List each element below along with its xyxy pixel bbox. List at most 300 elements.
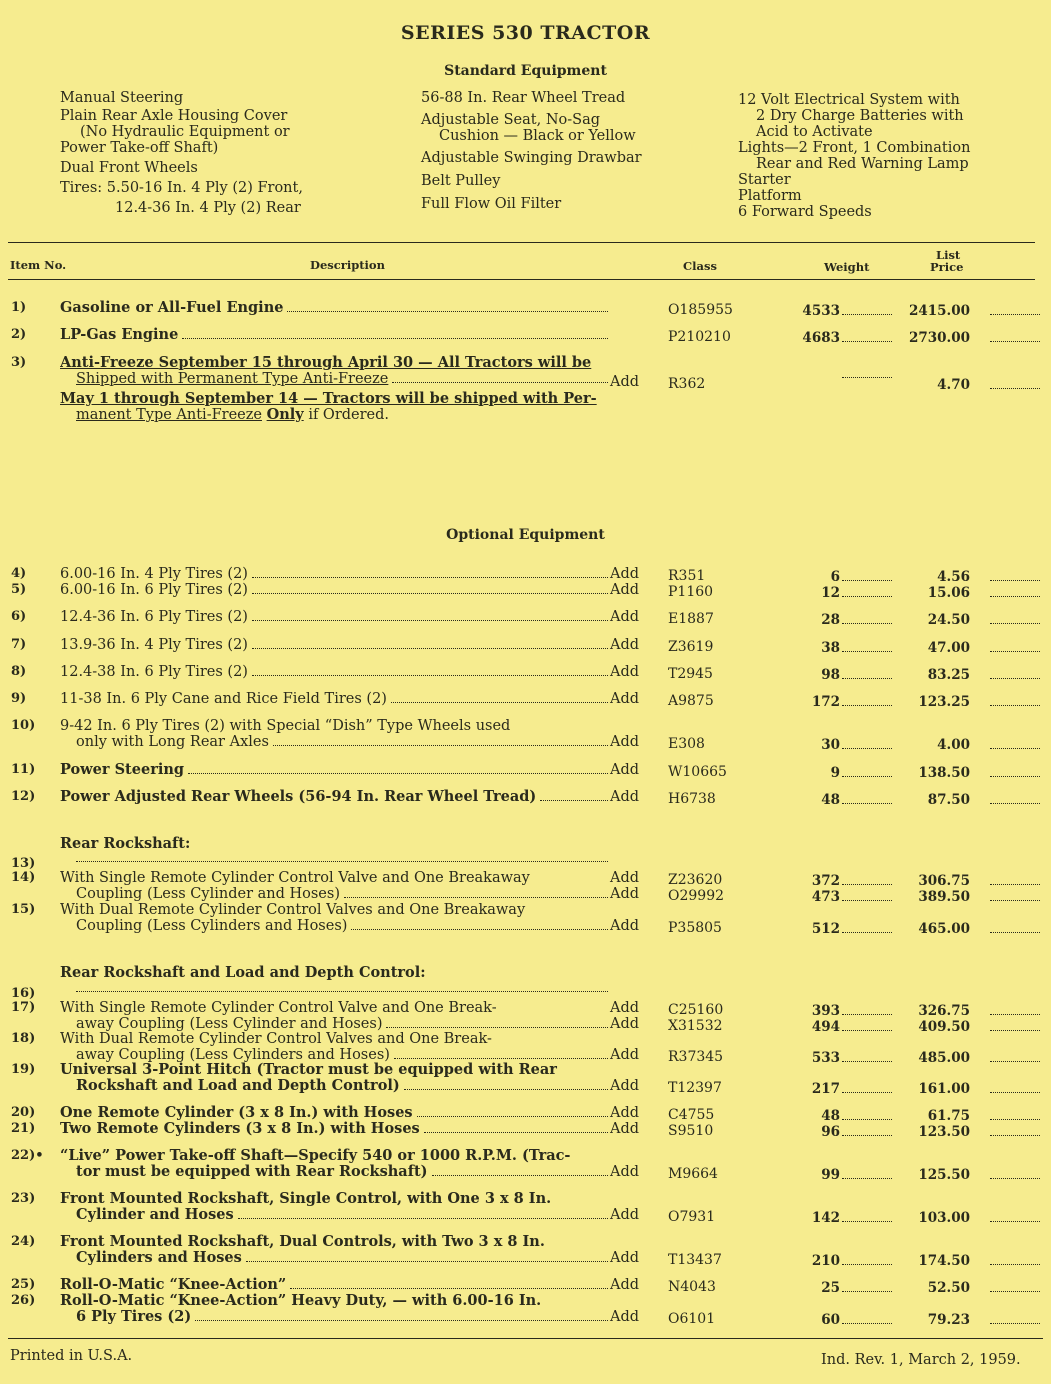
desc-line-1: Anti-Freeze September 15 through April 30 — All Tractors will be xyxy=(60,355,592,371)
leader-dots xyxy=(351,929,608,930)
order-blank xyxy=(990,569,1040,581)
rockshaft-heading: Rear Rockshaft: xyxy=(60,835,191,852)
item-row xyxy=(0,789,1051,827)
std-line: Acid to Activate xyxy=(756,124,873,140)
item-number: 19) xyxy=(11,1062,36,1077)
leader-dots xyxy=(76,991,608,992)
leader-dots xyxy=(842,1119,892,1120)
desc-line-2-text: Coupling (Less Cylinders and Hoses) xyxy=(76,918,348,934)
desc-line-4-a: manent Type Anti-Freeze xyxy=(76,407,262,423)
item-weight-value: 393 xyxy=(811,1003,840,1019)
col-item-no: Item No. xyxy=(10,258,67,272)
desc-line-1: “Live” Power Take-off Shaft—Specify 540 or 1000 R.P.M. (Trac- xyxy=(60,1148,571,1164)
add-label: Add xyxy=(610,1000,640,1016)
desc-line-4-c: if Ordered. xyxy=(308,407,390,423)
footer-rule xyxy=(8,1338,1043,1339)
leader-dots xyxy=(540,800,608,801)
item-class: Z3619 xyxy=(668,639,714,655)
order-blank xyxy=(990,1280,1040,1292)
leader-dots xyxy=(252,675,608,676)
item-weight xyxy=(770,1210,892,1226)
item-description xyxy=(60,1234,610,1266)
item-class: O185955 xyxy=(668,302,733,318)
std-line: Plain Rear Axle Housing Cover xyxy=(60,108,288,124)
item-weight-value: 494 xyxy=(811,1019,840,1035)
add-label: Add xyxy=(610,1016,640,1032)
desc-line-2 xyxy=(60,1047,610,1063)
desc-line-2 xyxy=(60,1016,610,1032)
desc-line-1 xyxy=(60,327,610,343)
item-price: 123.50 xyxy=(918,1124,970,1140)
item-number: 12) xyxy=(11,789,36,804)
item-class: Z23620 xyxy=(668,872,723,888)
item-weight xyxy=(770,585,892,601)
item-row-antifreeze xyxy=(0,355,1051,435)
leader-dots xyxy=(842,1092,892,1093)
desc-line-2-text: tor must be equipped with Rear Rockshaft) xyxy=(76,1164,428,1180)
std-line: Rear and Red Warning Lamp xyxy=(756,156,969,172)
order-blank xyxy=(990,1312,1040,1324)
item-weight-value: 172 xyxy=(811,694,840,710)
add-label: Add xyxy=(610,1309,640,1325)
add-label: Add xyxy=(610,762,640,778)
add-label: Add xyxy=(610,609,640,625)
add-label: Add xyxy=(610,789,640,805)
item-weight-value: 533 xyxy=(811,1050,840,1066)
leader-dots xyxy=(842,1323,892,1324)
desc-line-1-text: 11-38 In. 6 Ply Cane and Rice Field Tires (2) xyxy=(60,691,387,707)
leader-dots xyxy=(842,596,892,597)
desc-line-2-text: 6 Ply Tires (2) xyxy=(76,1309,192,1325)
desc-line-1 xyxy=(60,300,610,316)
desc-line-2 xyxy=(60,1207,610,1223)
item-weight xyxy=(770,792,892,808)
item-weight-value: 25 xyxy=(821,1280,840,1296)
footer-printed: Printed in U.S.A. xyxy=(10,1348,133,1364)
item-class: S9510 xyxy=(668,1123,714,1139)
desc-line-2 xyxy=(60,371,610,387)
order-blank xyxy=(990,1167,1040,1179)
desc-line-1: 9-42 In. 6 Ply Tires (2) with Special “Dish” Type Wheels used xyxy=(60,718,511,734)
item-price: 174.50 xyxy=(918,1253,970,1269)
item-description xyxy=(60,789,610,805)
order-blank xyxy=(990,1019,1040,1031)
leader-dots xyxy=(842,651,892,652)
add-label: Add xyxy=(610,1164,640,1180)
desc-line-2 xyxy=(60,1078,610,1094)
item-number: 20) xyxy=(11,1105,36,1120)
item-description xyxy=(60,984,610,995)
desc-line-1 xyxy=(60,789,610,805)
desc-line-1-text: Gasoline or All-Fuel Engine xyxy=(60,300,284,316)
item-weight-value: 6 xyxy=(830,569,840,585)
item-weight-value: 473 xyxy=(811,889,840,905)
item-weight xyxy=(770,1312,892,1328)
desc-line-2-text: away Coupling (Less Cylinder and Hoses) xyxy=(76,1016,383,1032)
desc-line-1: Front Mounted Rockshaft, Single Control, with One 3 x 8 In. xyxy=(60,1191,552,1207)
item-description xyxy=(60,902,610,934)
desc-line-1 xyxy=(60,762,610,778)
desc-line-2 xyxy=(60,1309,610,1325)
item-description xyxy=(60,1105,610,1121)
leader-dots xyxy=(842,803,892,804)
item-number: 25) xyxy=(11,1277,36,1292)
desc-line-2-text: Rockshaft and Load and Depth Control) xyxy=(76,1078,400,1094)
item-row xyxy=(0,1148,1051,1186)
desc-line-1: With Dual Remote Cylinder Control Valves and One Break- xyxy=(60,1031,492,1047)
item-weight-value: 99 xyxy=(821,1167,840,1183)
desc-line-2-text: Cylinders and Hoses xyxy=(76,1250,242,1266)
item-number: 8) xyxy=(11,664,27,679)
std-line: 56-88 In. Rear Wheel Tread xyxy=(421,90,626,106)
header-top-rule xyxy=(8,242,1035,243)
col-class: Class xyxy=(683,259,717,273)
item-row xyxy=(0,718,1051,756)
item-weight-value: 48 xyxy=(821,792,840,808)
leader-dots xyxy=(842,1178,892,1179)
item-weight xyxy=(770,1124,892,1140)
std-line: (No Hydraulic Equipment or xyxy=(80,124,290,140)
desc-line-1 xyxy=(60,1277,610,1293)
leader-dots xyxy=(246,1261,608,1262)
item-weight xyxy=(770,921,892,937)
item-price: 123.25 xyxy=(918,694,970,710)
item-price: 4.70 xyxy=(937,377,970,393)
item-number: 22)• xyxy=(11,1148,44,1163)
leader-dots xyxy=(76,861,608,862)
std-line: Lights—2 Front, 1 Combination xyxy=(738,140,971,156)
std-line: 6 Forward Speeds xyxy=(738,204,872,220)
add-label: Add xyxy=(610,870,640,886)
item-description xyxy=(60,1191,610,1223)
leader-dots xyxy=(252,648,608,649)
item-price: 389.50 xyxy=(918,889,970,905)
item-number: 4) xyxy=(11,566,27,581)
item-weight xyxy=(770,612,892,628)
leader-dots xyxy=(842,1221,892,1222)
col-list-price xyxy=(930,248,964,274)
std-line: Adjustable Seat, No-Sag xyxy=(421,112,600,128)
leader-dots xyxy=(417,1116,608,1117)
std-line: Manual Steering xyxy=(60,90,184,106)
item-weight xyxy=(770,640,892,656)
order-blank xyxy=(990,1108,1040,1120)
leader-dots xyxy=(424,1132,608,1133)
desc-line-2-text: only with Long Rear Axles xyxy=(76,734,269,750)
add-label: Add xyxy=(610,1207,640,1223)
desc-line-2-text: Cylinder and Hoses xyxy=(76,1207,234,1223)
desc-line-1 xyxy=(60,861,610,865)
load-depth-heading: Rear Rockshaft and Load and Depth Control: xyxy=(60,964,426,981)
item-weight xyxy=(770,765,892,781)
order-blank xyxy=(990,1210,1040,1222)
item-number: 3) xyxy=(11,355,27,370)
desc-line-1-text: Two Remote Cylinders (3 x 8 In.) with Hoses xyxy=(60,1121,420,1137)
page-title: SERIES 530 TRACTOR xyxy=(400,22,651,44)
desc-line-1 xyxy=(60,609,610,625)
item-price: 52.50 xyxy=(927,1280,970,1296)
item-class: T2945 xyxy=(668,666,713,682)
order-blank xyxy=(990,765,1040,777)
item-description xyxy=(60,870,610,902)
std-line: Tires: 5.50-16 In. 4 Ply (2) Front, xyxy=(60,180,303,196)
leader-dots xyxy=(842,932,892,933)
order-blank xyxy=(990,889,1040,901)
item-description xyxy=(60,637,610,653)
order-blank xyxy=(990,303,1040,315)
item-number: 9) xyxy=(11,691,27,706)
item-class: P35805 xyxy=(668,920,722,936)
item-weight xyxy=(770,303,892,319)
item-weight xyxy=(770,330,892,346)
order-blank xyxy=(990,792,1040,804)
item-price: 61.75 xyxy=(927,1108,970,1124)
desc-line-1: With Dual Remote Cylinder Control Valves and One Breakaway xyxy=(60,902,526,918)
item-number: 1) xyxy=(11,300,27,315)
leader-dots xyxy=(842,377,892,378)
leader-dots xyxy=(842,900,892,901)
add-label: Add xyxy=(610,1047,640,1063)
leader-dots xyxy=(842,678,892,679)
item-class: M9664 xyxy=(668,1166,718,1182)
item-number: 24) xyxy=(11,1234,36,1249)
standard-col-1 xyxy=(60,90,303,216)
desc-line-1-text: 13.9-36 In. 4 Ply Tires (2) xyxy=(60,637,248,653)
item-weight xyxy=(770,377,892,381)
item-description xyxy=(60,718,610,750)
std-line: Starter xyxy=(738,172,791,188)
item-weight-value: 9 xyxy=(830,765,840,781)
add-label: Add xyxy=(610,582,640,598)
item-weight-value: 60 xyxy=(821,1312,840,1328)
desc-line-2 xyxy=(60,1164,610,1180)
leader-dots xyxy=(842,1264,892,1265)
optional-equipment-heading: Optional Equipment xyxy=(446,527,605,543)
desc-line-1 xyxy=(60,582,610,598)
item-number: 26) xyxy=(11,1293,36,1308)
item-class: T12397 xyxy=(668,1080,722,1096)
desc-line-1-text: LP-Gas Engine xyxy=(60,327,179,343)
leader-dots xyxy=(273,745,608,746)
desc-line-1-text: Power Steering xyxy=(60,762,185,778)
item-price: 47.00 xyxy=(927,640,970,656)
item-price: 485.00 xyxy=(918,1050,970,1066)
item-description xyxy=(60,1062,610,1094)
item-class: R37345 xyxy=(668,1049,724,1065)
item-class: E1887 xyxy=(668,611,714,627)
item-weight-value: 217 xyxy=(811,1081,840,1097)
item-row xyxy=(0,1062,1051,1100)
item-weight-value: 38 xyxy=(821,640,840,656)
item-description xyxy=(60,691,610,707)
col-list-price-2: Price xyxy=(930,260,964,274)
item-description xyxy=(60,1148,610,1180)
item-weight-value: 12 xyxy=(821,585,840,601)
col-description: Description xyxy=(310,258,385,272)
leader-dots xyxy=(394,1058,608,1059)
item-price: 15.06 xyxy=(927,585,970,601)
item-weight-value: 48 xyxy=(821,1108,840,1124)
item-weight-value: 28 xyxy=(821,612,840,628)
item-class: C4755 xyxy=(668,1107,715,1123)
std-line: Power Take-off Shaft) xyxy=(60,140,219,156)
desc-line-1 xyxy=(60,1121,610,1137)
item-weight xyxy=(770,694,892,710)
desc-line-1-text: Roll-O-Matic “Knee-Action” xyxy=(60,1277,287,1293)
order-blank xyxy=(990,1050,1040,1062)
add-label: Add xyxy=(610,566,640,582)
desc-line-1-text: 12.4-38 In. 6 Ply Tires (2) xyxy=(60,664,248,680)
leader-dots xyxy=(252,620,608,621)
item-number: 15) xyxy=(11,902,36,917)
std-line: Belt Pulley xyxy=(421,173,501,189)
item-row xyxy=(0,1293,1051,1331)
item-number: 16) xyxy=(11,986,36,1001)
std-line: Full Flow Oil Filter xyxy=(421,196,562,212)
order-blank xyxy=(990,377,1040,389)
order-blank xyxy=(990,330,1040,342)
item-weight-value: 98 xyxy=(821,667,840,683)
item-weight xyxy=(770,1253,892,1269)
order-blank xyxy=(990,1253,1040,1265)
item-description xyxy=(60,1121,610,1137)
leader-dots xyxy=(432,1175,609,1176)
leader-dots xyxy=(287,311,608,312)
col-list-price-1: List xyxy=(936,248,961,262)
standard-col-2 xyxy=(421,90,642,212)
leader-dots xyxy=(842,341,892,342)
item-number: 23) xyxy=(11,1191,36,1206)
add-label: Add xyxy=(610,1105,640,1121)
item-row xyxy=(0,1234,1051,1272)
item-price: 79.23 xyxy=(927,1312,970,1328)
std-line: Platform xyxy=(738,188,802,204)
item-class: P1160 xyxy=(668,584,714,600)
add-label: Add xyxy=(610,1250,640,1266)
order-blank xyxy=(990,1124,1040,1136)
std-line: 2 Dry Charge Batteries with xyxy=(756,108,964,124)
item-weight-value: 210 xyxy=(811,1253,840,1269)
desc-line-1: With Single Remote Cylinder Control Valve and One Breakaway xyxy=(60,870,530,886)
desc-line-1: Roll-O-Matic “Knee-Action” Heavy Duty, — with 6.00-16 In. xyxy=(60,1293,542,1309)
item-class: O7931 xyxy=(668,1209,716,1225)
item-number: 2) xyxy=(11,327,27,342)
add-label: Add xyxy=(610,691,640,707)
add-label: Add xyxy=(610,1121,640,1137)
desc-line-1 xyxy=(60,566,610,582)
std-line: 12 Volt Electrical System with xyxy=(738,92,960,108)
item-row xyxy=(0,1191,1051,1229)
item-price: 409.50 xyxy=(918,1019,970,1035)
item-weight xyxy=(770,1081,892,1097)
desc-line-2-text: Shipped with Permanent Type Anti-Freeze xyxy=(76,371,389,387)
leader-dots xyxy=(188,773,608,774)
add-label: Add xyxy=(610,734,640,750)
leader-dots xyxy=(842,1135,892,1136)
item-price: 161.00 xyxy=(918,1081,970,1097)
add-label: Add xyxy=(610,664,640,680)
item-price: 24.50 xyxy=(927,612,970,628)
leader-dots xyxy=(290,1288,608,1289)
order-blank xyxy=(990,667,1040,679)
order-blank xyxy=(990,921,1040,933)
desc-line-1-text: 6.00-16 In. 6 Ply Tires (2) xyxy=(60,582,248,598)
leader-dots xyxy=(404,1089,608,1090)
item-description xyxy=(60,762,610,778)
item-weight-value: 4533 xyxy=(802,303,840,319)
desc-line-1 xyxy=(60,1105,610,1121)
leader-dots xyxy=(182,338,608,339)
item-description xyxy=(60,609,610,625)
item-price: 326.75 xyxy=(918,1003,970,1019)
item-number: 18) xyxy=(11,1031,36,1046)
item-description xyxy=(60,327,610,343)
order-blank xyxy=(990,1081,1040,1093)
desc-line-2 xyxy=(60,918,610,934)
item-number: 14) xyxy=(11,870,36,885)
item-row xyxy=(0,902,1051,940)
item-weight xyxy=(770,667,892,683)
desc-line-1 xyxy=(60,691,610,707)
standard-col-3 xyxy=(738,92,970,220)
desc-line-1-text: 6.00-16 In. 4 Ply Tires (2) xyxy=(60,566,248,582)
leader-dots xyxy=(842,1291,892,1292)
desc-line-1: Front Mounted Rockshaft, Dual Controls, with Two 3 x 8 In. xyxy=(60,1234,545,1250)
item-class: O29992 xyxy=(668,888,725,904)
item-number: 11) xyxy=(11,762,36,777)
leader-dots xyxy=(252,577,608,578)
add-label: Add xyxy=(610,886,640,902)
std-line: Dual Front Wheels xyxy=(60,160,198,176)
item-description xyxy=(60,1293,610,1325)
item-weight-value: 96 xyxy=(821,1124,840,1140)
item-class: A9875 xyxy=(668,693,714,709)
leader-dots xyxy=(842,705,892,706)
leader-dots xyxy=(252,593,608,594)
item-weight-value: 372 xyxy=(811,873,840,889)
item-price: 103.00 xyxy=(918,1210,970,1226)
std-line: 12.4-36 In. 4 Ply (2) Rear xyxy=(115,200,301,216)
item-description xyxy=(60,1277,610,1293)
desc-line-2 xyxy=(60,734,610,750)
item-price: 4.00 xyxy=(937,737,970,753)
item-weight-value: 142 xyxy=(811,1210,840,1226)
order-blank xyxy=(990,585,1040,597)
item-price: 306.75 xyxy=(918,873,970,889)
leader-dots xyxy=(238,1218,608,1219)
add-label: Add xyxy=(610,374,640,390)
desc-line-1: Universal 3-Point Hitch (Tractor must be equipped with Rear xyxy=(60,1062,557,1078)
item-price: 465.00 xyxy=(918,921,970,937)
item-price: 87.50 xyxy=(927,792,970,808)
item-price: 125.50 xyxy=(918,1167,970,1183)
item-class: R351 xyxy=(668,568,706,584)
item-class: E308 xyxy=(668,736,705,752)
desc-line-1: With Single Remote Cylinder Control Valve and One Break- xyxy=(60,1000,497,1016)
item-description xyxy=(60,1000,610,1032)
item-weight-value: 512 xyxy=(811,921,840,937)
desc-line-1 xyxy=(60,664,610,680)
item-description xyxy=(60,300,610,316)
footer-revision: Ind. Rev. 1, March 2, 1959. xyxy=(821,1352,1021,1368)
leader-dots xyxy=(391,702,608,703)
item-number: 7) xyxy=(11,637,27,652)
item-description xyxy=(60,854,610,865)
item-class: P210210 xyxy=(668,329,731,345)
standard-equipment-heading: Standard Equipment xyxy=(444,63,607,79)
leader-dots xyxy=(392,382,608,383)
desc-line-3-text: May 1 through September 14 — Tractors will be shipped with Per- xyxy=(60,391,597,407)
